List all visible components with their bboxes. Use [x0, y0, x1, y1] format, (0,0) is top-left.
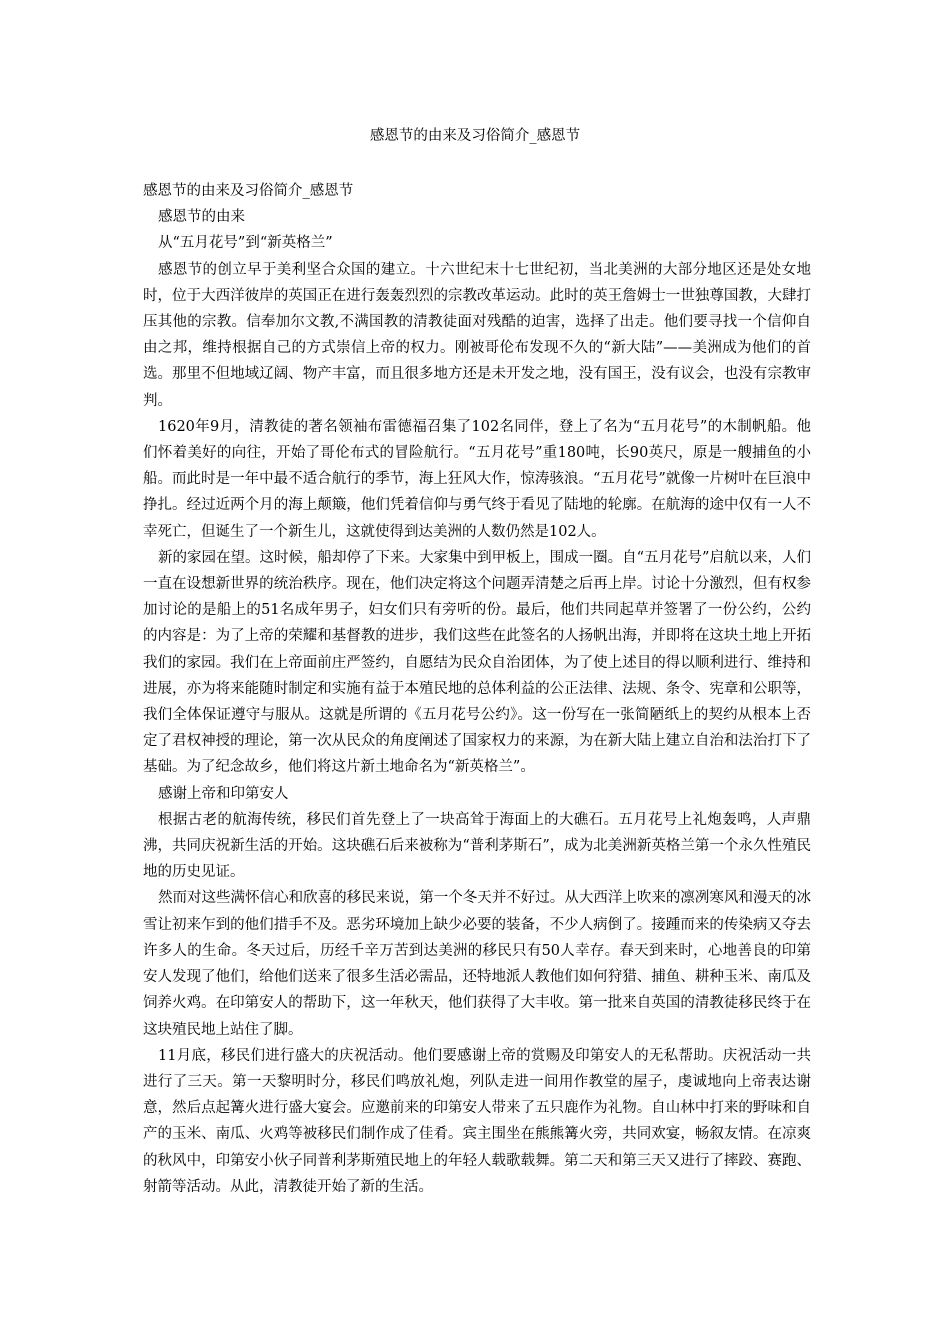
paragraph: 新的家园在望。这时候，船却停了下来。大家集中到甲板上，围成一圈。自“五月花号”启航以来，人们一直在设想新世界的统治秩序。现在，他们决定将这个问题弄清楚之后再上岸。讨论十分激烈，但有权参加讨论的是船上的51名成年男子，妇女们只有旁听的份。最后，他们共同起草并签署了一份公约，公约的内容是：为了上帝的荣耀和基督教的进步，我们这些在此签名的人扬帆出海，并即将在这块土地上开拓我们的家园。我们在上帝面前庄严签约，自愿结为民众自治团体，为了使上述目的得以顺利进行、维持和进展，亦为将来能随时制定和实施有益于本殖民地的总体利益的公正法律、法规、条令、宪章和公职等，我们全体保证遵守与服从。这就是所谓的《五月花号公约》。这一份写在一张简陋纸上的契约从根本上否定了君权神授的理论，第一次从民众的角度阐述了国家权力的来源，为在新大陆上建立自治和法治打下了基础。为了纪念故乡，他们将这片新土地命名为“新英格兰”。 [143, 549, 811, 776]
subsection-heading-thanks: 感谢上帝和印第安人 [158, 785, 289, 802]
document-body [143, 178, 811, 1200]
paragraph: 11月底，移民们进行盛大的庆祝活动。他们要感谢上帝的赏赐及印第安人的无私帮助。庆祝活动一共进行了三天。第一天黎明时分，移民们鸣放礼炮，列队走进一间用作教堂的屋子，虔诚地向上帝表达谢意，然后点起篝火进行盛大宴会。应邀前来的印第安人带来了五只鹿作为礼物。自山林中打来的野味和自产的玉米、南瓜、火鸡等被移民们制作成了佳肴。宾主围坐在熊熊篝火旁，共同欢宴，畅叙友情。在凉爽的秋风中，印第安小伙子同普利茅斯殖民地上的年轻人载歌载舞。第二天和第三天又进行了摔跤、赛跑、射箭等活动。从此，清教徒开始了新的生活。 [143, 1047, 811, 1195]
paragraph: 1620年9月，清教徒的著名领袖布雷德福召集了102名同伴，登上了名为“五月花号”的木制帆船。他们怀着美好的向往，开始了哥伦布式的冒险航行。“五月花号”重180吨，长90英尺，原是一艘捕鱼的小船。而此时是一年中最不适合航行的季节，海上狂风大作，惊涛骇浪。“五月花号”就像一片树叶在巨浪中挣扎。经过近两个月的海上颠簸，他们凭着信仰与勇气终于看见了陆地的轮廓。在航海的途中仅有一人不幸死亡，但诞生了一个新生儿，这就使得到达美洲的人数仍然是102人。 [143, 418, 811, 540]
page-title: 感恩节的由来及习俗简介_感恩节 [369, 128, 581, 144]
paragraph: 感恩节的创立早于美利坚合众国的建立。十六世纪末十七世纪初，当北美洲的大部分地区还是处女地时，位于大西洋彼岸的英国正在进行轰轰烈烈的宗教改革运动。此时的英王詹姆士一世独尊国教，大肆打压其他的宗教。信奉加尔文教,不满国教的清教徒面对残酷的迫害，选择了出走。他们要寻找一个信仰自由之邦，维持根据自己的方式崇信上帝的权力。刚被哥伦布发现不久的“新大陆”——美洲成为他们的首选。那里不但地域辽阔、物产丰富，而且很多地方还是未开发之地，没有国王，没有议会，也没有宗教审判。 [143, 261, 811, 409]
subsection-heading-mayflower: 从“五月花号”到“新英格兰” [158, 235, 333, 252]
section-heading-origin: 感恩节的由来 [158, 209, 245, 226]
paragraph: 然而对这些满怀信心和欣喜的移民来说，第一个冬天并不好过。从大西洋上吹来的凛冽寒风和漫天的冰雪让初来乍到的他们措手不及。恶劣环境加上缺少必要的装备，不少人病倒了。接踵而来的传染病又夺去许多人的生命。冬天过后，历经千辛万苦到达美洲的移民只有50人幸存。春天到来时，心地善良的印第安人发现了他们，给他们送来了很多生活必需品，还特地派人教他们如何狩猎、捕鱼、耕种玉米、南瓜及饲养火鸡。在印第安人的帮助下，这一年秋天，他们获得了大丰收。第一批来自英国的清教徒移民终于在这块殖民地上站住了脚。 [143, 890, 811, 1038]
body-heading: 感恩节的由来及习俗简介_感恩节 [143, 183, 354, 199]
paragraph: 根据古老的航海传统，移民们首先登上了一块高耸于海面上的大礁石。五月花号上礼炮轰鸣，人声鼎沸，共同庆祝新生活的开始。这块礁石后来被称为“普利茅斯石”，成为北美洲新英格兰第一个永久性殖民地的历史见证。 [143, 811, 811, 881]
